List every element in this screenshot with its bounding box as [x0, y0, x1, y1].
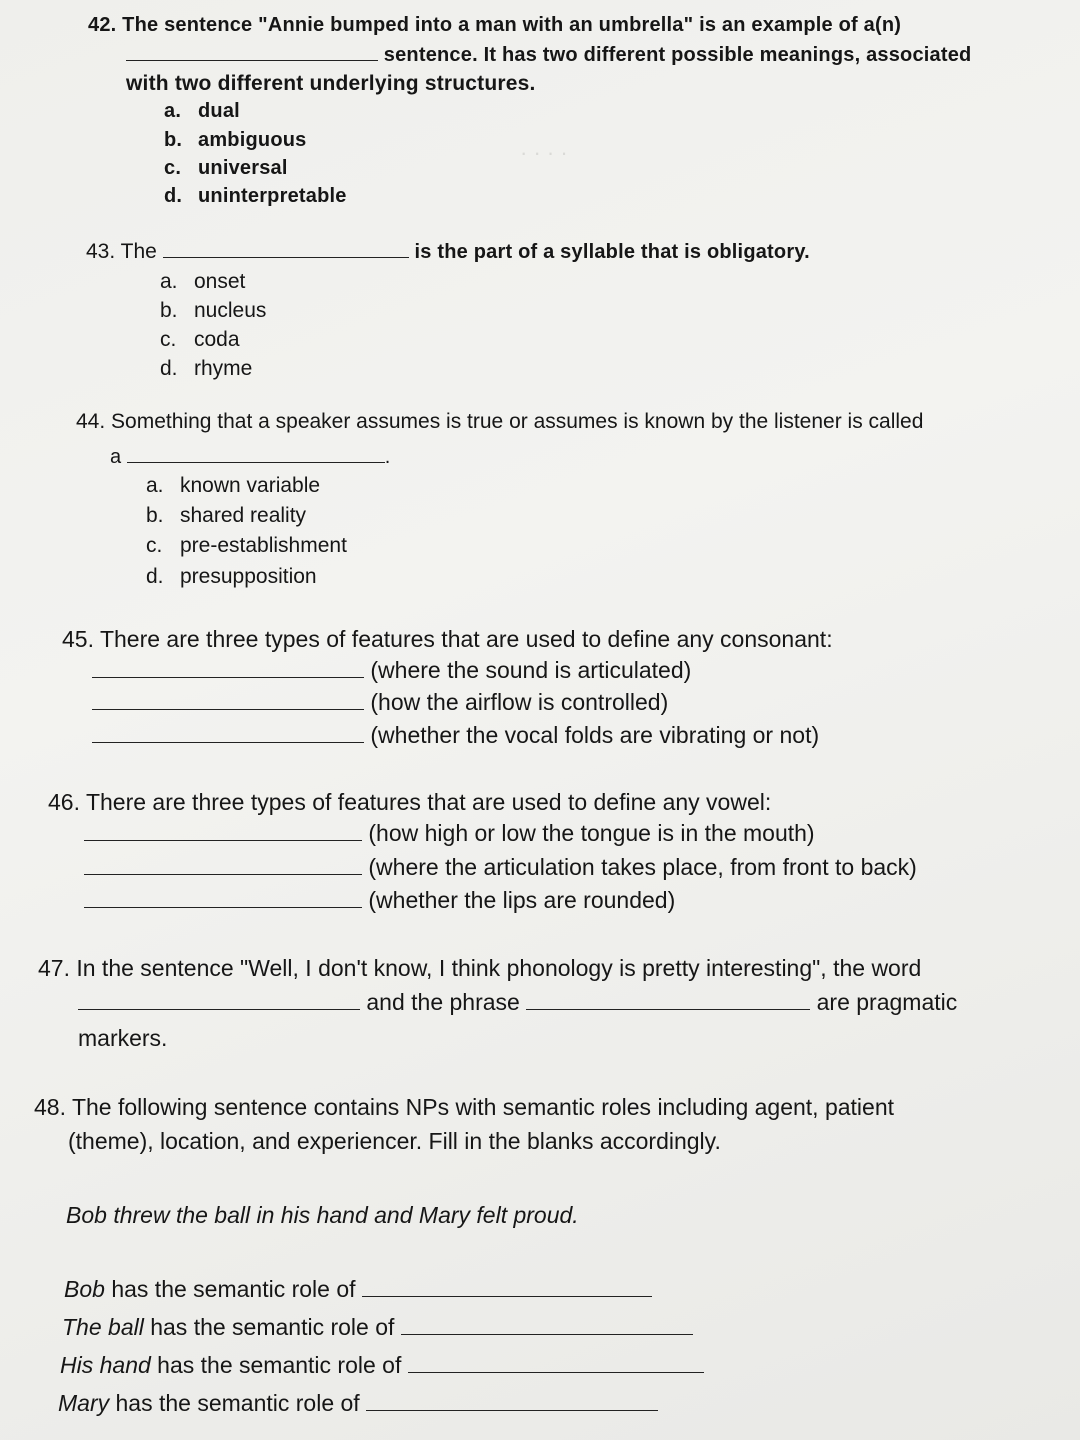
q48-blank-ball[interactable]	[401, 1333, 693, 1335]
q43-suffix: is the part of a syllable that is obligatory.	[414, 241, 810, 263]
q42-line2-text: sentence. It has two different possible meanings, associated	[383, 44, 972, 66]
q44-blank[interactable]	[127, 461, 385, 463]
q47-line1: 47. In the sentence "Well, I don't know, I think phonology is pretty interesting", the word	[38, 955, 922, 981]
q43-option-b[interactable]: b. nucleus	[160, 299, 267, 322]
q46-blank-3[interactable]	[84, 906, 362, 908]
q44-option-c[interactable]: c. pre-establishment	[146, 534, 347, 557]
q48-role-bob: Bob has the semantic role of	[64, 1276, 652, 1303]
q46-item-1: (how high or low the tongue is in the mouth)	[84, 820, 815, 847]
q43-option-d[interactable]: d. rhyme	[160, 357, 253, 380]
q43-prefix: 43. The	[86, 240, 157, 263]
q42-line3: with two different underlying structures.	[126, 72, 536, 95]
q46-item-3: (whether the lips are rounded)	[84, 887, 675, 914]
q47-blank-phrase[interactable]	[526, 1008, 810, 1010]
q48-blank-mary[interactable]	[366, 1409, 658, 1411]
q48-role-hand: His hand has the semantic role of	[60, 1352, 704, 1379]
q42-blank[interactable]	[126, 59, 378, 61]
q48-blank-hand[interactable]	[408, 1371, 704, 1373]
show-through-texture: · · · ·	[520, 140, 568, 165]
q48-sentence: Bob threw the ball in his hand and Mary felt proud.	[66, 1202, 579, 1228]
q43-blank[interactable]	[163, 256, 409, 258]
q47-line2: and the phrase are pragmatic	[78, 989, 957, 1016]
q48-blank-bob[interactable]	[362, 1295, 652, 1297]
q45-item-1: (where the sound is articulated)	[92, 657, 691, 684]
q44-line2: a .	[110, 446, 391, 468]
q45-title: 45. There are three types of features that are used to define any consonant:	[62, 626, 833, 652]
q42-option-c[interactable]: c. universal	[164, 157, 288, 179]
q44-option-b[interactable]: b. shared reality	[146, 504, 307, 527]
q46-title: 46. There are three types of features that are used to define any vowel:	[48, 789, 772, 815]
q48-role-mary: Mary has the semantic role of	[58, 1390, 658, 1417]
q42-option-a[interactable]: a. dual	[164, 100, 240, 122]
q44-line1: 44. Something that a speaker assumes is true or assumes is known by the listener is called	[76, 410, 924, 433]
q48-line1: 48. The following sentence contains NPs with semantic roles including agent, patient	[34, 1094, 895, 1120]
q45-item-2: (how the airflow is controlled)	[92, 689, 668, 716]
q46-item-2: (where the articulation takes place, from front to back)	[84, 854, 917, 881]
q45-blank-1[interactable]	[92, 676, 364, 678]
q43-line	[86, 240, 810, 264]
q46-blank-2[interactable]	[84, 873, 362, 875]
q43-option-c[interactable]: c. coda	[160, 328, 240, 351]
q42-line1: 42. The sentence "Annie bumped into a man with an umbrella" is an example of a(n)	[88, 14, 902, 36]
q42-option-b[interactable]: b. ambiguous	[164, 129, 307, 151]
q44-option-d[interactable]: d. presupposition	[146, 565, 317, 588]
q42-line2	[126, 44, 971, 67]
q47-blank-word[interactable]	[78, 1008, 360, 1010]
q45-item-3: (whether the vocal folds are vibrating or not)	[92, 722, 819, 749]
q45-blank-2[interactable]	[92, 708, 364, 710]
q46-blank-1[interactable]	[84, 839, 362, 841]
q42-option-d[interactable]: d. uninterpretable	[164, 185, 347, 207]
q48-line2: (theme), location, and experiencer. Fill in the blanks accordingly.	[68, 1128, 721, 1154]
q43-option-a[interactable]: a. onset	[160, 270, 246, 293]
q48-role-ball: The ball has the semantic role of	[62, 1314, 693, 1341]
q45-blank-3[interactable]	[92, 741, 364, 743]
q47-line3: markers.	[78, 1025, 168, 1051]
q44-option-a[interactable]: a. known variable	[146, 474, 321, 497]
